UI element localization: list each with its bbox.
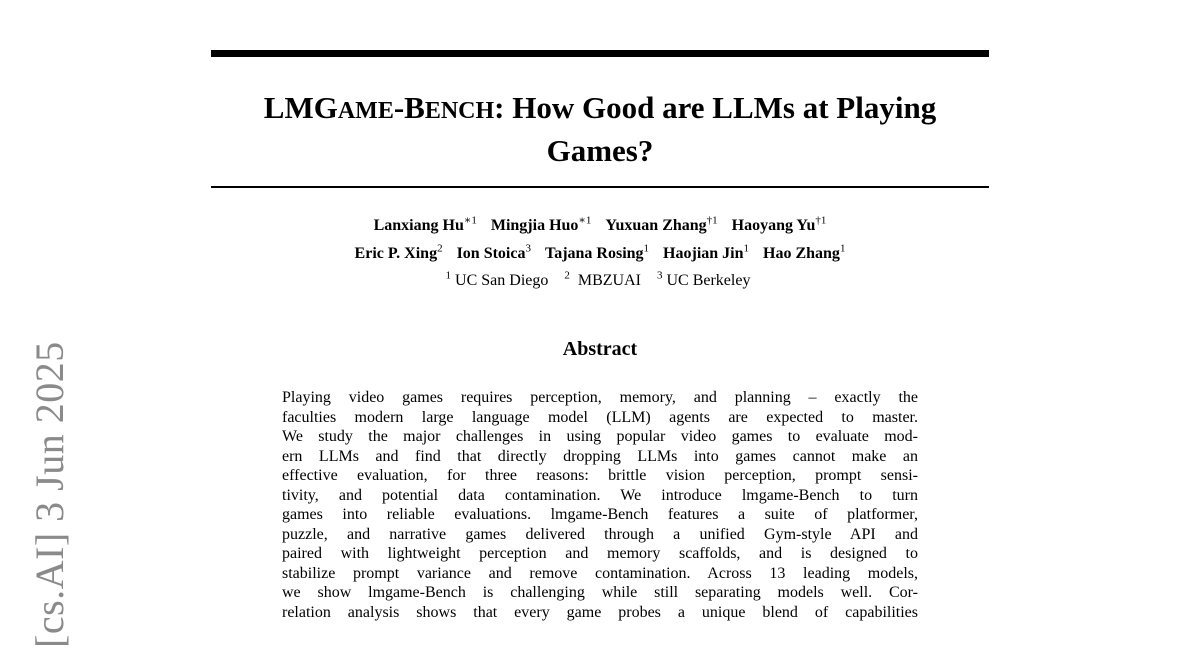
author: Hao Zhang$^1$ xyxy=(763,242,846,262)
affiliations xyxy=(211,265,989,292)
title-dash-b: -B xyxy=(393,90,425,125)
title-smallcaps-b: ENCH xyxy=(424,98,495,124)
arxiv-side-stamp: [cs.AI] 3 Jun 2025 xyxy=(27,341,72,648)
abstract-line: We study the major challenges in using popular video games to evaluate mod- xyxy=(282,428,918,445)
affiliation: $^2$ MBZUAI xyxy=(564,269,641,289)
abstract-line: effective evaluation, for three reasons: brittle vision perception, prompt sensi- xyxy=(282,467,918,484)
title-smallcaps-a: AME xyxy=(337,98,394,124)
abstract-line: relation analysis shows that every game probes a unique blend of capabilities xyxy=(282,603,918,621)
author: Tajana Rosing$^1$ xyxy=(544,242,650,262)
abstract-heading: Abstract xyxy=(562,338,638,360)
paper-title xyxy=(211,88,989,170)
title-lm: LMG xyxy=(263,90,338,125)
abstract-line: puzzle, and narrative games delivered through a unified Gym-style API and xyxy=(282,525,918,543)
title-rest: : How Good are LLMs at Playing Games? xyxy=(494,90,937,168)
abstract-line: tivity, and potential data contamination. We introduce lmgame-Bench to turn xyxy=(282,486,918,504)
abstract-line: ern LLMs and find that directly dropping LLMs into games cannot make an xyxy=(282,447,918,465)
author-block xyxy=(211,210,989,292)
abstract-line: stabilize prompt variance and remove contamination. Across 13 leading models, xyxy=(282,564,918,582)
abstract-line: paired with lightweight perception and memory scaffolds, and is designed to xyxy=(282,545,918,562)
affiliation: $^1$ UC San Diego xyxy=(445,269,549,289)
author: Haojian Jin$^1$ xyxy=(663,242,750,262)
author: Yuxuan Zhang$^{\dagger 1}$ xyxy=(605,215,718,235)
abstract-line: faculties modern large language model (LLM) agents are expected to master. xyxy=(282,408,918,426)
abstract-body xyxy=(282,388,918,622)
author: Mingjia Huo$^{∗1}$ xyxy=(490,215,592,235)
abstract-line: games into reliable evaluations. lmgame-Bench features a suite of platformer, xyxy=(282,506,918,523)
authors-line-1 xyxy=(211,210,989,237)
title-top-rule xyxy=(211,50,989,57)
authors-line-2 xyxy=(211,237,989,264)
author: Ion Stoica$^3$ xyxy=(456,242,531,262)
author: Eric P. Xing$^2$ xyxy=(354,242,443,262)
affiliation: $^3$ UC Berkeley xyxy=(656,269,751,289)
author: Haoyang Yu$^{\dagger 1}$ xyxy=(731,215,827,235)
abstract-line: we show lmgame-Bench is challenging while still separating models well. Cor- xyxy=(282,584,918,601)
author: Lanxiang $Hu^{∗1}$ xyxy=(373,215,477,235)
abstract-line: Playing video games requires perception, memory, and planning – exactly the xyxy=(282,389,918,406)
title-bottom-rule xyxy=(211,186,989,188)
